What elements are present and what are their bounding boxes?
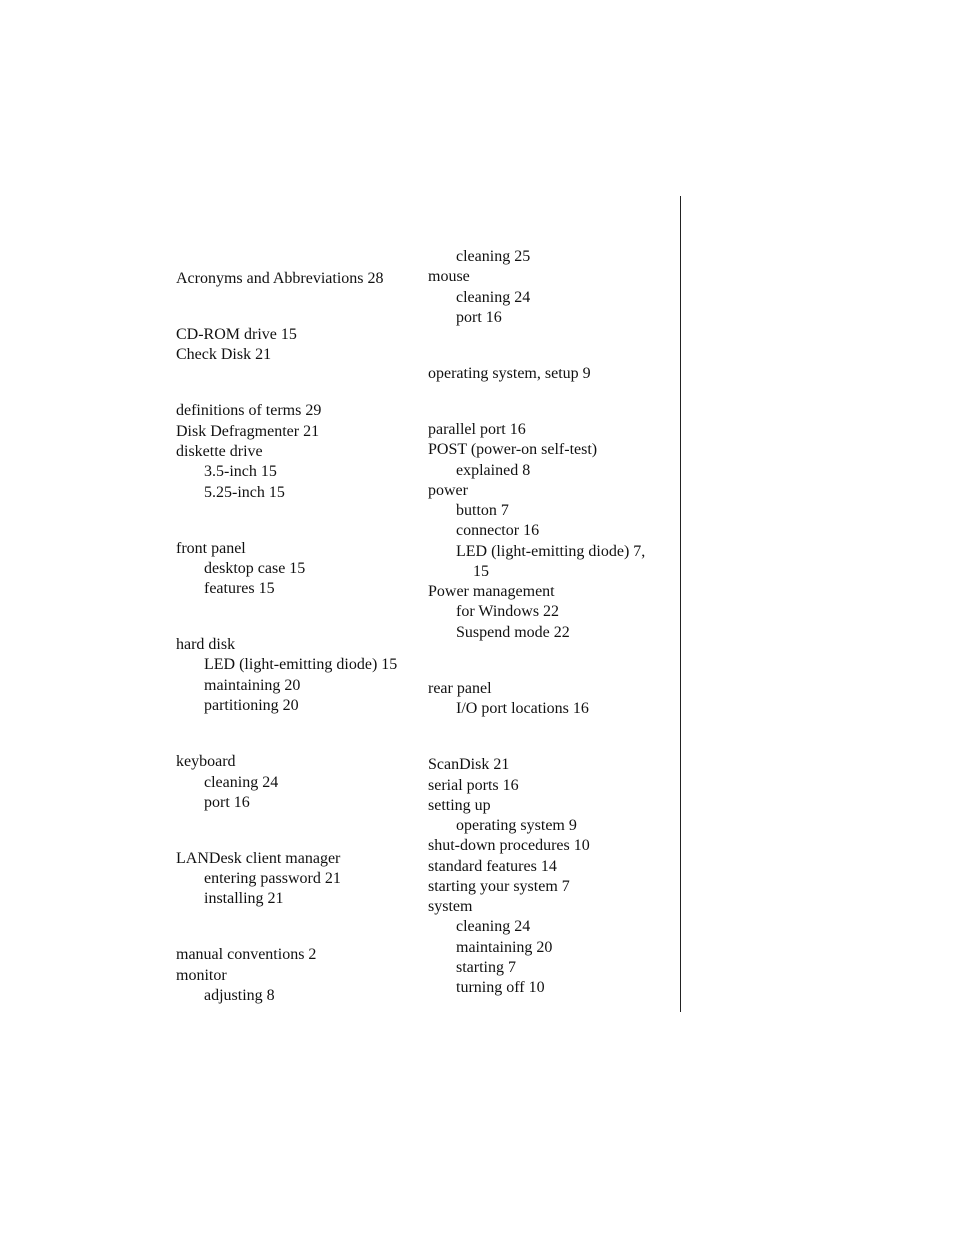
index-entry: LANDesk client manager: [176, 850, 341, 867]
index-entry: power: [428, 482, 468, 499]
index-subentry: adjusting 8: [204, 987, 275, 1004]
index-subentry: I/O port locations 16: [456, 700, 589, 717]
index-subentry: connector 16: [456, 522, 540, 539]
index-subentry: entering password 21: [204, 870, 341, 887]
index-subentry: button 7: [456, 502, 509, 519]
index-entry: parallel port 16: [428, 421, 526, 438]
index-entry: setting up: [428, 797, 491, 814]
index-subentry: partitioning 20: [204, 697, 299, 714]
index-subentry: operating system 9: [456, 817, 577, 834]
index-subentry: LED (light-emitting diode) 15: [204, 656, 398, 673]
index-subentry: maintaining 20: [456, 939, 553, 956]
index-subentry: installing 21: [204, 890, 284, 907]
index-entry: starting your system 7: [428, 878, 570, 895]
index-subentry: features 15: [204, 580, 275, 597]
index-subentry: starting 7: [456, 959, 516, 976]
index-entry: Check Disk 21: [176, 346, 272, 363]
index-entry: hard disk: [176, 636, 236, 653]
index-subentry: port 16: [456, 309, 502, 326]
index-entry: standard features 14: [428, 858, 557, 875]
index-entry: definitions of terms 29: [176, 402, 322, 419]
index-entry: keyboard: [176, 753, 236, 770]
index-subentry: cleaning 25: [456, 248, 531, 265]
index-entry: Acronyms and Abbreviations 28: [176, 270, 384, 287]
index-subentry: 15: [473, 563, 489, 580]
index-subentry: port 16: [204, 794, 250, 811]
index-subentry: explained 8: [456, 462, 531, 479]
index-subentry: desktop case 15: [204, 560, 306, 577]
index-subentry: turning off 10: [456, 979, 545, 996]
index-subentry: maintaining 20: [204, 677, 301, 694]
index-entry: diskette drive: [176, 443, 263, 460]
index-entry: monitor: [176, 967, 227, 984]
index-subentry: for Windows 22: [456, 603, 560, 620]
index-entry: POST (power-on self-test): [428, 441, 598, 458]
index-entry: Disk Defragmenter 21: [176, 423, 320, 440]
index-entry: system: [428, 898, 473, 915]
index-entry: shut-down procedures 10: [428, 837, 590, 854]
index-entry: operating system, setup 9: [428, 365, 591, 382]
index-entry: serial ports 16: [428, 777, 519, 794]
index-subentry: cleaning 24: [456, 918, 531, 935]
index-entry: Power management: [428, 583, 555, 600]
vertical-rule: [680, 196, 681, 1012]
index-subentry: LED (light-emitting diode) 7,: [456, 543, 646, 560]
index-subentry: cleaning 24: [456, 289, 531, 306]
index-entry: rear panel: [428, 680, 492, 697]
index-subentry: 5.25-inch 15: [204, 484, 285, 501]
index-entry: manual conventions 2: [176, 946, 317, 963]
index-entry: front panel: [176, 540, 246, 557]
index-entry: mouse: [428, 268, 470, 285]
index-entry: ScanDisk 21: [428, 756, 510, 773]
index-subentry: 3.5-inch 15: [204, 463, 277, 480]
index-subentry: Suspend mode 22: [456, 624, 570, 641]
index-subentry: cleaning 24: [204, 774, 279, 791]
index-entry: CD-ROM drive 15: [176, 326, 297, 343]
